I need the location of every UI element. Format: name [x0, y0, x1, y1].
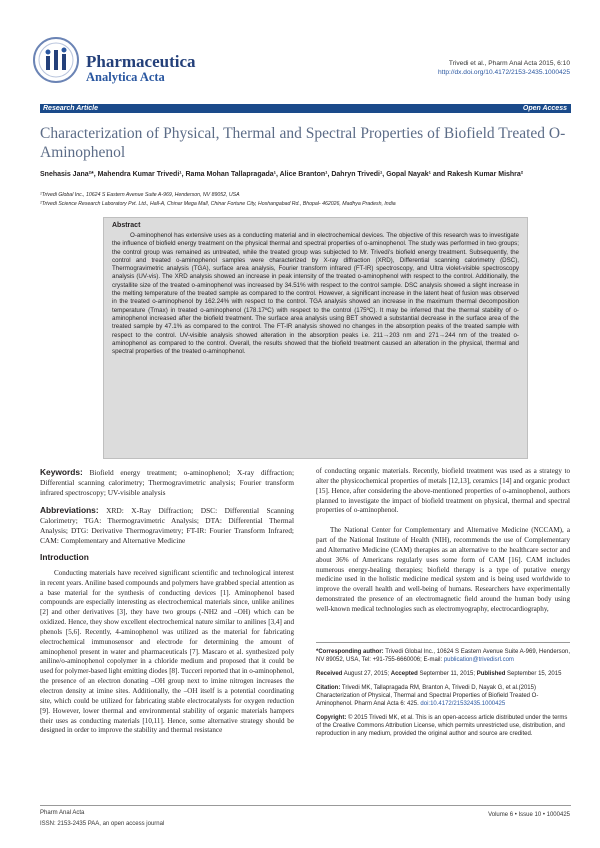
keywords-text: Biofield energy treatment; o-aminophenol; X-ray diffraction; Differential scanning calorimetry; Thermogravimetric analysis; Fourier transform infrared spectroscopy; UV-visible analysis: [40, 468, 294, 497]
abstract-heading: Abstract: [112, 222, 141, 229]
received-date: August 27, 2015;: [343, 671, 390, 677]
accepted-date: September 11, 2015;: [419, 671, 476, 677]
left-column: [40, 467, 294, 736]
introduction-paragraph-1-continued: of conducting organic materials. Recently, biofield treatment was used as a strategy to alter the physicochemical properties of metals [12,13], ceramics [14] and organic product [15]. Hence, after considering the above-mentioned properties of o-aminophenol, authors planned to investigate the impact of biofield treatment on physical, thermal and spectral properties of o-aminophenol.: [316, 467, 570, 515]
citation-line: Trivedi et al., Pharm Anal Acta 2015, 6:10: [448, 60, 570, 67]
journal-logo-icon: [32, 36, 80, 84]
accepted-label: Accepted: [390, 671, 418, 677]
journal-name: Pharmaceutica: [86, 52, 196, 71]
citation-doi-link[interactable]: doi:10.4172/21532435.1000425: [420, 701, 506, 707]
header-citation: [438, 59, 570, 77]
introduction-paragraph-1: Conducting materials have received significant scientific and technological interest in recent years. Aniline based compounds and polymers have grabbed special attention as a base material for the synthesis of conducting devices [1]. Aminophenol based compounds are especially interesting as electrochemical materials since, unlike anilines [2] and other derivatives [3], they have two groups (-NH2 and –OH) which can be oxidized. Hence, they show excellent electrochemical nature similar to anilines [3,4] and phenols [5,6]. Recently, 4-aminophenol was utilized as the material for fabricating electrochemical immunosensor and electrode for determining the amount of aminophenol present in water and pharmaceuticals [7]. Mascaro et al. synthesized poly aniline/o-aminophenol copolymer in a chloride medium and proposed that it could be used for polymer-based light emitting diodes [8]. Tucceri reported that in o-aminophenol, the presence of an electron donating –OH group next to imine nitrogen increases the electron density at imine sites. Additionally, the –OH itself is a potential coordinating site, which could be utilized for fabricating stable electrocatalysts for oxygen reduction [9]. However, lower thermal and environmental stability of organic materials hampers their uses as conducting materials [10,11]. Hence, some alternative strategy should be designed in order to improve the stability and thermal resistance: [40, 568, 294, 735]
citation-box: [316, 684, 570, 708]
abbreviations-label: Abbreviations:: [40, 505, 99, 515]
journal-logo: [32, 36, 80, 84]
article-type-bar: [40, 104, 571, 113]
email-link[interactable]: publication@trivedisrl.com: [443, 657, 514, 663]
abbreviations: [40, 505, 294, 546]
footer-volume: Volume 6 • Issue 10 • 1000425: [488, 812, 570, 818]
corresponding-label: *Corresponding author:: [316, 649, 384, 655]
corresponding-author: [316, 648, 570, 664]
footer-left: [40, 808, 164, 830]
copyright-text: © 2015 Trivedi MK, et al. This is an open-access article distributed under the terms of the Creative Commons Attribution License, which permits unrestricted use, distribution, and reproduction in any medium, provided the original author and source are credited.: [316, 715, 568, 737]
abstract-text: O-aminophenol has extensive uses as a conducting material and in electrochemical devices. The objective of this research was to investigate the influence of biofield energy treatment on the physical thermal and spectral properties of o-aminophenol. The study was performed in two groups; the control group was remained as untreated, while the treated group was subjected to Mr. Trivedi's biofield energy treatment. Subsequently, the control and treated o-aminophenol samples were characterized by X-ray diffraction (XRD), Differential scanning calorimetry (DSC), Thermogravimetric analysis (TGA), surface area analysis, Fourier transform infrared (FT-IR) spectroscopy, and Ultra violet-visible spectroscopy analysis (UV-vis). The XRD analysis showed an increase in peak intensity of the treated o-aminophenol with respect to the control. Additionally, the crystallite size of the treated o-aminophenol was increased by 34.51% with respect to the control sample. DSC analysis showed a slight increase in the melting temperature of the treated sample as compared to the control. However, a significant increase in the latent heat of fusion was observed in the treated o-aminophenol by 162.24% with respect to the control. TGA analysis showed an increase in the maximum thermal decomposition temperature (Tmax) in treated o-aminophenol (178.17ºC) with respect to the control (175ºC). It may be inferred that the thermal stability of o-aminophenol increased after the biofield treatment. The surface area analysis using BET showed a substantial decrease in the surface area of the treated sample by 47.1% as compared to the control. The FT-IR analysis showed no changes in the absorption peaks of the treated sample with respect to the control. UV-visible analysis showed alteration in the absorption peaks i.e. 211→203 nm and 271→244 nm of the treated o-aminophenol as compared to the control. Overall, the results showed that the biofield treatment caused an alteration in the physical, thermal and spectral properties of the treated o-aminophenol.: [112, 232, 519, 356]
keywords-label: Keywords:: [40, 467, 83, 477]
open-access-label: Open Access: [522, 105, 567, 112]
affiliations: [40, 191, 570, 208]
introduction-heading: Introduction: [40, 552, 89, 562]
article-type-label: Research Article: [43, 105, 98, 112]
footer-issn: ISSN: 2153-2435 PAA, an open access journal: [40, 821, 165, 827]
affiliation-2: ²Trivedi Science Research Laboratory Pvt. Ltd., Hall-A, Chinar Mega Mall, Chinar Fortune City, Hoshangabad Rd., Bhopal- 462026, Madhya Pradesh, India: [40, 200, 396, 207]
published-label: Published: [476, 671, 506, 677]
abstract-box: [103, 217, 528, 459]
copyright-label: Copyright:: [316, 715, 347, 721]
right-column: [316, 467, 570, 615]
keywords: [40, 467, 294, 498]
footer-divider: [40, 805, 571, 806]
published-date: September 15, 2015: [507, 671, 562, 677]
citation-text: Trivedi MK, Tallapragada RM, Branton A, Trivedi D, Nayak G, et al.(2015) Characterization of Physical, Thermal and Spectral Properties of Biofield Treated O-Aminophenol. Pharm Anal Acta 6: 425.: [316, 685, 539, 707]
affiliation-1: ¹Trivedi Global Inc., 10624 S Eastern Avenue Suite A-969, Henderson, NV 89052, USA: [40, 192, 240, 198]
corresponding-text: Trivedi Global Inc., 10624 S Eastern Avenue Suite A-969, Henderson, NV 89052, USA, Tel: +91-755-6660006; E-mail:: [316, 649, 571, 663]
journal-subtitle: Analytica Acta: [86, 70, 165, 84]
doi-link[interactable]: http://dx.doi.org/10.4172/2153-2435.1000425: [438, 69, 570, 76]
footer-journal: Pharm Anal Acta: [40, 810, 85, 816]
corresponding-info: [316, 642, 570, 744]
copyright: [316, 714, 570, 738]
article-title: Characterization of Physical, Thermal and Spectral Properties of Biofield Treated O-Aminophenol: [40, 125, 566, 161]
received-label: Received: [316, 671, 343, 677]
article-dates: [316, 670, 570, 678]
abbreviations-text: XRD: X-Ray Diffraction; DSC: Differential Scanning Calorimetry; TGA: Thermogravimetric Analysis; DTA: Differential Thermal Analysis; DTG: Derivative Thermogravimetry; FT-IR: Fourier Transform Infrared; CAM: Complementary and Alternative Medicine: [40, 506, 294, 545]
introduction-paragraph-2: The National Center for Complementary and Alternative Medicine (NCCAM), a part of the National Institute of Health (NIH), recommends the use of Complementary and Alternative Medicine (CAM) therapies as an alternative to the healthcare sector and about 36% of Americans regularly uses some form of CAM [16]. CAM includes numerous energy-healing therapies; biofield therapy is a type of putative energy medicine used in the holistic medicine medical system and is being used worldwide to improve the overall health and well-being of humans. Researchers have experimentally demonstrated the presence of an electromagnetic field around the human body using well-known medical technologies such as electromyography, electrocardiography,: [316, 526, 570, 613]
citation-label: Citation:: [316, 685, 341, 691]
author-list: Snehasis Jana²*, Mahendra Kumar Trivedi¹, Rama Mohan Tallapragada¹, Alice Branton¹, Dahryn Trivedi¹, Gopal Nayak¹ and Rakesh Kumar Mishra²: [40, 171, 524, 178]
